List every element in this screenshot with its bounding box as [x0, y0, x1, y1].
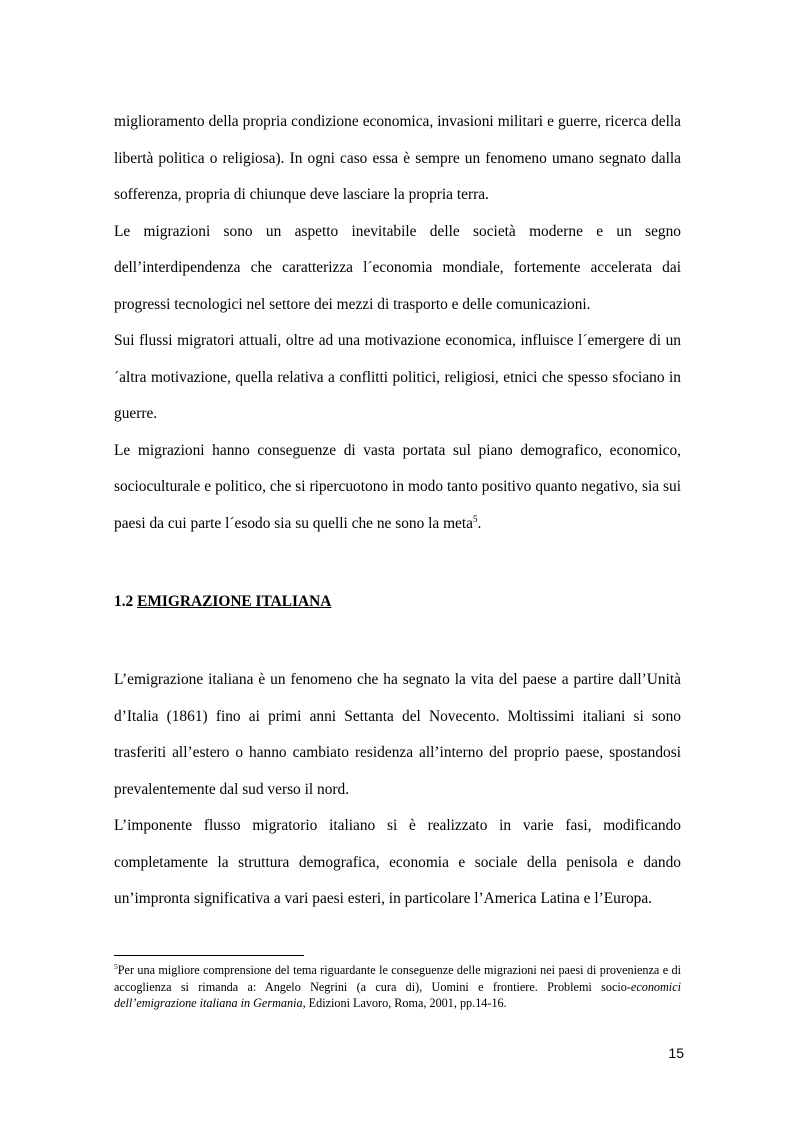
- section-text-block: [114, 662, 681, 918]
- page-number: 15: [668, 1045, 684, 1061]
- body-paragraph-2: Le migrazioni sono un aspetto inevitabile delle società moderne e un segno dell’interdipendenza che caratterizza l´economia mondiale, fortemente accelerata dai progressi tecnologici nel settore dei mezzi di trasporto e delle comunicazioni.: [114, 222, 681, 313]
- section-paragraph-2: L’imponente flusso migratorio italiano si è realizzato in varie fasi, modificando completamente la struttura demografica, economia e sociale della penisola e dando un’impronta significativa a vari paesi esteri, in particolare l’America Latina e l’Europa.: [114, 817, 681, 907]
- main-text-block: [114, 104, 681, 542]
- body-paragraph-3: Sui flussi migratori attuali, oltre ad una motivazione economica, influisce l´emergere di un´altra motivazione, quella relativa a conflitti politici, religiosi, etnici che spesso sfociano in guerre.: [114, 332, 681, 422]
- footnote-reference: 5: [473, 513, 478, 524]
- section-title: EMIGRAZIONE ITALIANA: [137, 593, 332, 610]
- body-paragraph-4-tail: .: [477, 514, 482, 532]
- section-paragraph-1: L’emigrazione italiana è un fenomeno che ha segnato la vita del paese a partire dall’Unità d’Italia (1861) fino ai primi anni Settanta del Novecento. Moltissimi italiani si sono trasferiti all’estero o hanno cambiato residenza all’interno del proprio paese, spostandosi prevalentemente dal sud verso il nord.: [114, 671, 681, 798]
- body-paragraph-1: miglioramento della propria condizione economica, invasioni militari e guerre, ricerca della libertà politica o religiosa). In ogni caso essa è sempre un fenomeno umano segnato dalla sofferenza, propria di chiunque deve lasciare la propria terra.: [114, 113, 681, 203]
- section-heading: [114, 590, 681, 614]
- body-paragraph-4: [114, 433, 681, 543]
- footnote-italic-title: economici dell’emigrazione italiana in Germania: [114, 979, 681, 1011]
- section-number: 1.2: [114, 593, 134, 610]
- footnote-marker: 5: [114, 961, 118, 971]
- body-paragraph-4-text: Le migrazioni hanno conseguenze di vasta portata sul piano demografico, economico, socioculturale e politico, che si ripercuotono in modo tanto positivo quanto negativo, sia sui paesi da cui parte l´esodo sia su quelli che ne sono la meta: [114, 441, 681, 532]
- footnote: [114, 962, 681, 1012]
- footnote-text-start: Per una migliore comprensione del tema riguardante le conseguenze delle migrazioni nei paesi di provenienza e di accoglienza si rimanda a: Angelo Negrini (a cura di), Uomini e frontiere. Problemi socio-: [114, 963, 681, 994]
- footnote-text-end: , Edizioni Lavoro, Roma, 2001, pp.14-16.: [302, 996, 507, 1011]
- footnote-divider: [114, 955, 304, 956]
